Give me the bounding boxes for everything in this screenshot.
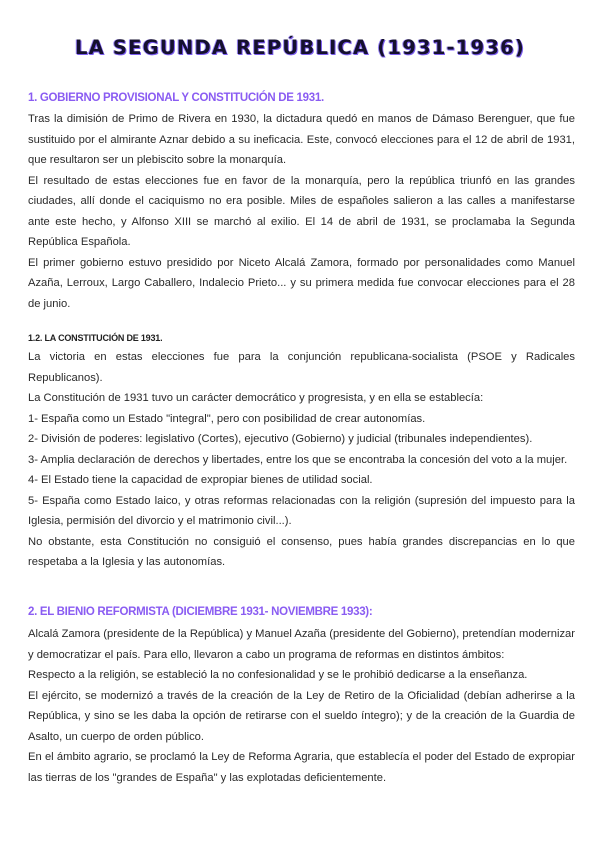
- list-item: 3- Amplia declaración de derechos y libertades, entre los que se encontraba la concesión del voto a la mujer.: [28, 453, 568, 466]
- list-item: 4- El Estado tiene la capacidad de expropiar bienes de utilidad social.: [28, 474, 373, 486]
- list-item: 5- España como Estado laico, y otras reformas relacionadas con la religión (supresión del impuesto para la Iglesia, permisión del divorcio y el matrimonio civil...).: [28, 494, 575, 527]
- paragraph: Respecto a la religión, se estableció la no confesionalidad y se le prohibió dedicarse a la enseñanza.: [28, 669, 528, 681]
- section-2-heading: 2. EL BIENIO REFORMISTA (DICIEMBRE 1931- NOVIEMBRE 1933):: [28, 606, 373, 618]
- list-item: 1- España como un Estado "integral", pero con posibilidad de crear autonomías.: [28, 412, 426, 425]
- paragraph: El resultado de estas elecciones fue en favor de la monarquía, pero la república triunfó en las grandes ciudades, allí donde el caciquismo no era posible. Miles de españoles salieron a las calles a manifestarse ante este hecho, y Alfonso XIII se marchó al exilio. El 14 de abril de 1931, se proclamaba la Segunda República Española.: [28, 174, 575, 248]
- paragraph: El ejército, se modernizó a través de la creación de la Ley de Retiro de la Oficialidad (debían adherirse a la República, y sino se les daba la opción de retirarse con el sueldo íntegro); y de la creación de la Guardia de Asalto, un cuerpo de orden público.: [28, 689, 575, 743]
- page-title: LA SEGUNDA REPÚBLICA (1931-1936): [75, 36, 525, 59]
- paragraph: No obstante, esta Constitución no consiguió el consenso, pues había grandes discrepancias en lo que respetaba a la Iglesia y las autonomías.: [28, 535, 575, 568]
- paragraph: El primer gobierno estuvo presidido por Niceto Alcalá Zamora, formado por personalidades como Manuel Azaña, Lerroux, Largo Caballero, Indalecio Prieto... y su primera medida fue convocar elecciones para el 28 de junio.: [28, 256, 575, 310]
- section-1-2-heading: 1.2. LA CONSTITUCIÓN DE 1931.: [28, 333, 163, 343]
- paragraph: Alcalá Zamora (presidente de la República) y Manuel Azaña (presidente del Gobierno), pretendían modernizar y democratizar el país. Para ello, llevaron a cabo un programa de reformas en distintos ámbitos:: [28, 628, 575, 661]
- list-item: 2- División de poderes: legislativo (Cortes), ejecutivo (Gobierno) y judicial (tribunales independientes).: [28, 433, 533, 445]
- paragraph: En el ámbito agrario, se proclamó la Ley de Reforma Agraria, que establecía el poder del Estado de expropiar las tierras de los "grandes de España" y las explotadas deficientemente.: [28, 751, 575, 784]
- section-1-2-body: [28, 347, 575, 573]
- paragraph: La Constitución de 1931 tuvo un carácter democrático y progresista, y en ella se establecía:: [28, 392, 484, 404]
- paragraph: Tras la dimisión de Primo de Rivera en 1930, la dictadura quedó en manos de Dámaso Berenguer, que fue sustituido por el almirante Aznar debido a su ineficacia. Este, convocó elecciones para el 12 de abril de 1931, que resultaron ser un plebiscito sobre la monarquía.: [28, 113, 575, 166]
- paragraph: La victoria en estas elecciones fue para la conjunción republicana-socialista (PSOE y Radicales Republicanos).: [28, 351, 575, 384]
- section-1-heading: 1. GOBIERNO PROVISIONAL Y CONSTITUCIÓN DE 1931.: [28, 92, 324, 104]
- section-2-body: [28, 624, 575, 788]
- section-1-body: [28, 109, 575, 314]
